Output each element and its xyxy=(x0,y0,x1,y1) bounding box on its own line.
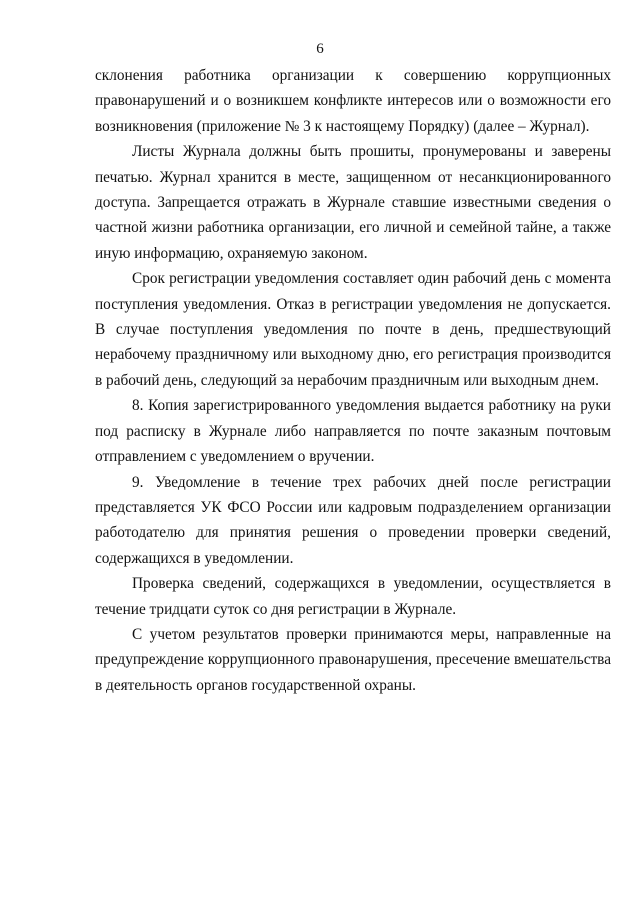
paragraph-registration-deadline: Срок регистрации уведомления составляет один рабочий день с момента поступления уведомления. Отказ в регистрации уведомления не допускается. В случае поступления уведомления по почте в день, предшествующий нерабочему праздничному или выходному дню, его регистрация производится в рабочий день, следующий за нерабочим праздничным или выходным днем. xyxy=(95,270,611,389)
paragraph-item-8: 8. Копия зарегистрированного уведомления выдается работнику на руки под расписку в Журнале либо направляется по почте заказным почтовым отправлением с уведомлением о вручении. xyxy=(95,397,611,466)
page-number: 6 xyxy=(316,41,324,57)
paragraph-item-9: 9. Уведомление в течение трех рабочих дней после регистрации представляется УК ФСО России или кадровым подразделением организации работодателю для принятия решения о проведении проверки сведений, содержащихся в уведомлении. xyxy=(95,473,611,567)
paragraph-journal-sheets: Листы Журнала должны быть прошиты, пронумерованы и заверены печатью. Журнал хранится в месте, защищенном от несанкционированного доступа. Запрещается отражать в Журнале ставшие известными сведения о частной жизни работника организации, его личной и семейной тайне, а также иную информацию, охраняемую законом. xyxy=(95,143,611,262)
document-body xyxy=(95,63,611,698)
paragraph-verification-term: Проверка сведений, содержащихся в уведомлении, осуществляется в течение тридцати суток со дня регистрации в Журнале. xyxy=(95,575,611,618)
paragraph-measures: С учетом результатов проверки принимаются меры, направленные на предупреждение коррупционного правонарушения, пресечение вмешательства в деятельность органов государственной охраны. xyxy=(95,625,611,694)
paragraph-continuation: склонения работника организации к совершению коррупционных правонарушений и о возникшем конфликте интересов или о возможности его возникновения (приложение № 3 к настоящему Порядку) (далее – Журнал). xyxy=(95,67,611,135)
